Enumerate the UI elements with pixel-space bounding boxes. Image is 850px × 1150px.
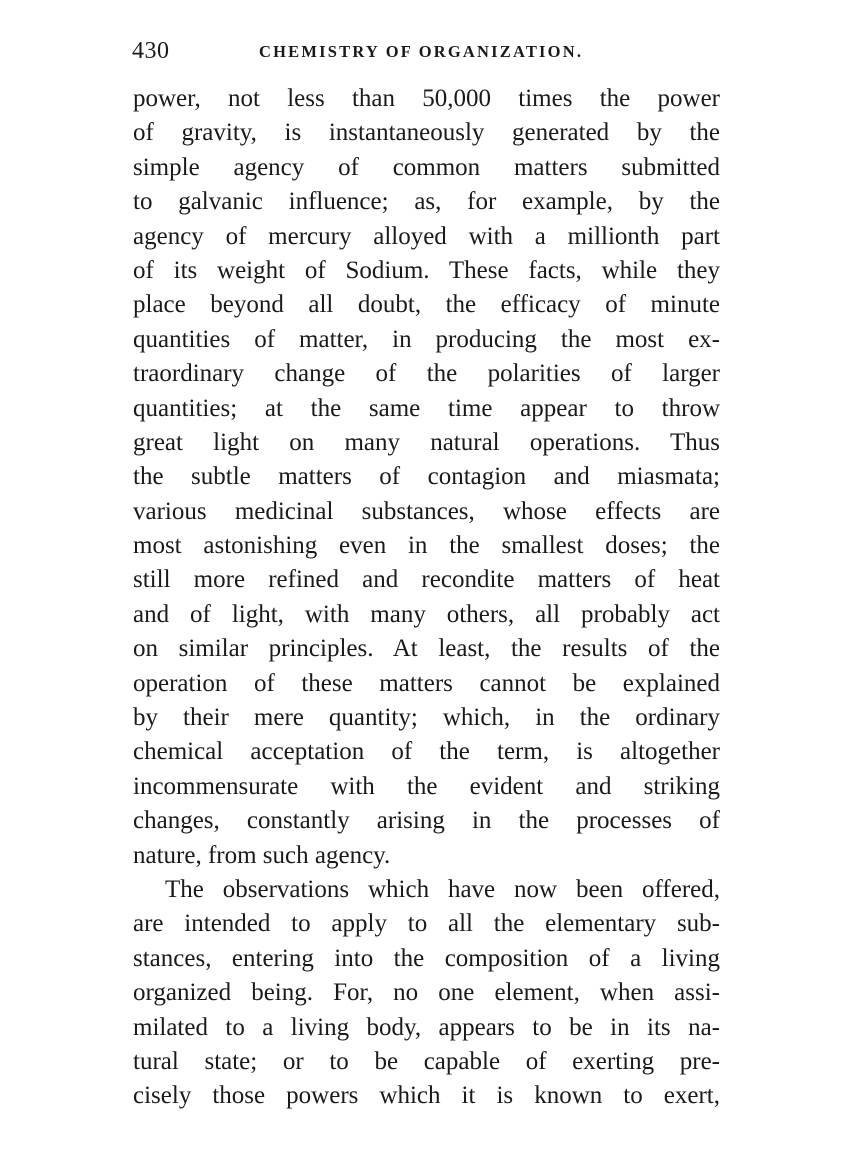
text-line: to galvanic influence; as, for example, by the bbox=[133, 188, 720, 216]
text-line: nature, from such agency. bbox=[133, 841, 391, 869]
text-line: simple agency of common matters submitted bbox=[133, 153, 720, 181]
text-line: changes, constantly arising in the processes of bbox=[133, 807, 720, 835]
text-line: milated to a living body, appears to be in its na- bbox=[133, 1013, 720, 1041]
running-title: CHEMISTRY OF ORGANIZATION. bbox=[259, 42, 584, 61]
page-number: 430 bbox=[132, 38, 170, 64]
text-line: stances, entering into the composition of a living bbox=[133, 944, 720, 972]
text-line: power, not less than 50,000 times the power bbox=[133, 85, 720, 112]
paragraph-2 bbox=[133, 873, 720, 1114]
text-line: quantities; at the same time appear to throw bbox=[133, 394, 720, 422]
text-line: quantities of matter, in producing the most ex- bbox=[133, 325, 720, 353]
text-line: are intended to apply to all the elementary sub- bbox=[133, 910, 720, 938]
text-line: most astonishing even in the smallest doses; the bbox=[133, 532, 720, 560]
text-line: the subtle matters of contagion and miasmata; bbox=[133, 463, 720, 491]
text-line: of gravity, is instantaneously generated by the bbox=[133, 119, 720, 147]
text-line: traordinary change of the polarities of larger bbox=[133, 360, 720, 388]
text-line: operation of these matters cannot be explained bbox=[133, 669, 720, 697]
text-line: by their mere quantity; which, in the ordinary bbox=[133, 704, 720, 732]
text-line: great light on many natural operations. Thus bbox=[133, 428, 720, 456]
text-line: organized being. For, no one element, when assi- bbox=[133, 979, 720, 1007]
text-line: and of light, with many others, all probably act bbox=[133, 600, 720, 628]
text-line: still more refined and recondite matters of heat bbox=[133, 566, 720, 594]
text-line: incommensurate with the evident and striking bbox=[133, 772, 720, 800]
text-line: tural state; or to be capable of exerting pre- bbox=[133, 1047, 720, 1075]
text-line: of its weight of Sodium. These facts, while they bbox=[133, 256, 720, 284]
paragraph-1 bbox=[133, 82, 720, 873]
text-line: place beyond all doubt, the efficacy of minute bbox=[133, 291, 720, 319]
text-line: chemical acceptation of the term, is altogether bbox=[133, 738, 720, 766]
text-line: agency of mercury alloyed with a millionth part bbox=[133, 222, 720, 250]
running-head bbox=[132, 36, 722, 66]
text-line: The observations which have now been offered, bbox=[165, 875, 720, 903]
text-line: on similar principles. At least, the results of the bbox=[133, 635, 720, 663]
text-line: various medicinal substances, whose effects are bbox=[133, 497, 720, 525]
body-text bbox=[133, 82, 720, 1114]
text-line: cisely those powers which it is known to exert, bbox=[133, 1082, 720, 1110]
